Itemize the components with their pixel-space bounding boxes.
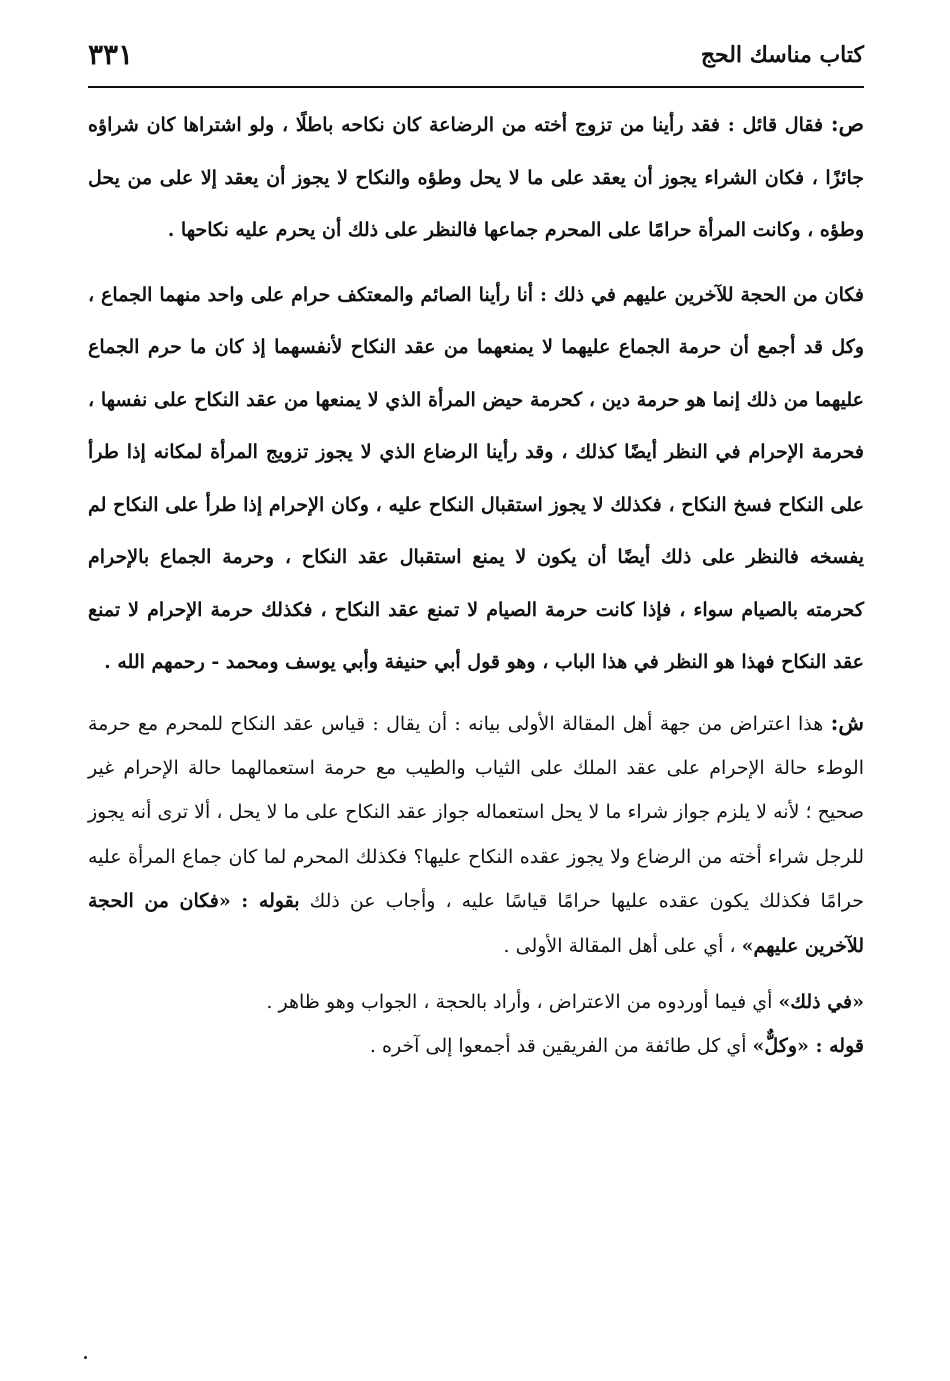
sharh-marker: ش:	[830, 709, 864, 735]
matn-paragraph-2	[88, 269, 864, 689]
quoted-phrase: «في ذلك»	[778, 990, 864, 1013]
running-title: كتاب مناسك الحج	[700, 42, 864, 68]
stray-dot	[84, 1356, 87, 1359]
quoted-phrase: قوله : «وكلٌّ»	[752, 1035, 864, 1058]
matn-text: فقال قائل : فقد رأينا من تزوج أخته من الرضاعة كان نكاحه باطلًا ، ولو اشتراها كان شراؤه جائزًا ، فكان الشراء يجوز أن يعقد على ما لا يحل وطؤه والنكاح لا يجوز أن يعقد إلا على من يحل وطؤه ، وكانت المرأة حرامًا على المحرم جماعها فالنظر على ذلك أن يحرم عليه نكاحها .	[88, 114, 864, 241]
paragraph-gap	[88, 968, 864, 980]
page-number: ٣٣١	[88, 38, 134, 71]
paragraph-gap	[88, 257, 864, 269]
sharh-paragraph-2	[88, 980, 864, 1024]
sharh-paragraph-3	[88, 1024, 864, 1068]
matn-marker: ص:	[830, 111, 864, 136]
quoted-matn: بقوله : «فكان من الحجة للآخرين عليهم»	[88, 890, 864, 957]
page-header	[88, 36, 864, 84]
sharh-text: هذا اعتراض من جهة أهل المقالة الأولى بيانه : أن يقال : قياس عقد النكاح للمحرم مع حرمة الوطء حالة الإحرام على عقد الملك على الثياب والطيب مع حرمة استعمالهما حالة الإحرام غير صحيح ؛ لأنه لا يلزم جواز شراء ما لا يحل استعماله جواز عقد النكاح على ما لا يحل ، ألا ترى أنه يجوز للرجل شراء أخته من الرضاع ولا يجوز عقده النكاح عليها؟ فكذلك المحرم لما كان جماع المرأة عليه حرامًا فكذلك يكون عقده عليها حرامًا قياسًا عليه ، وأجاب عن ذلك	[88, 712, 864, 913]
matn-paragraph-1	[88, 98, 864, 257]
page-body	[88, 98, 864, 1069]
sharh-text: أي كل طائفة من الفريقين قد أجمعوا إلى آخره .	[369, 1035, 753, 1058]
header-rule	[88, 86, 864, 88]
sharh-text: أي فيما أوردوه من الاعتراض ، وأراد بالحجة ، الجواب وهو ظاهر .	[266, 990, 779, 1013]
sharh-text-end: ، أي على أهل المقالة الأولى .	[503, 934, 742, 957]
matn-text: فكان من الحجة للآخرين عليهم في ذلك : أنا رأينا الصائم والمعتكف حرام على واحد منهما الجماع ، وكل قد أجمع أن حرمة الجماع عليهما لا يمنعهما من عقد النكاح لأنفسهما إذ كان ما حرم الجماع عليهما من ذلك إنما هو حرمة دين ، كحرمة حيض المرأة الذي لا يمنعها من عقد النكاح على نفسها ، فحرمة الإحرام في النظر أيضًا كذلك ، وقد رأينا الرضاع الذي لا يجوز تزويج المرأة لمكانه إذا طرأ على النكاح فسخ النكاح ، فكذلك لا يجوز استقبال النكاح عليه ، وكان الإحرام إذا طرأ على النكاح لم يفسخه فالنظر على ذلك أيضًا أن يكون لا يمنع استقبال عقد النكاح ، وحرمة الجماع بالإحرام كحرمته بالصيام سواء ، فإذا كانت حرمة الصيام لا تمنع عقد النكاح ، فكذلك حرمة الإحرام لا تمنع عقد النكاح فهذا هو النظر في هذا الباب ، وهو قول أبي حنيفة وأبي يوسف ومحمد - رحمهم الله .	[88, 283, 864, 673]
sharh-paragraph-1	[88, 701, 864, 968]
paragraph-gap	[88, 689, 864, 701]
